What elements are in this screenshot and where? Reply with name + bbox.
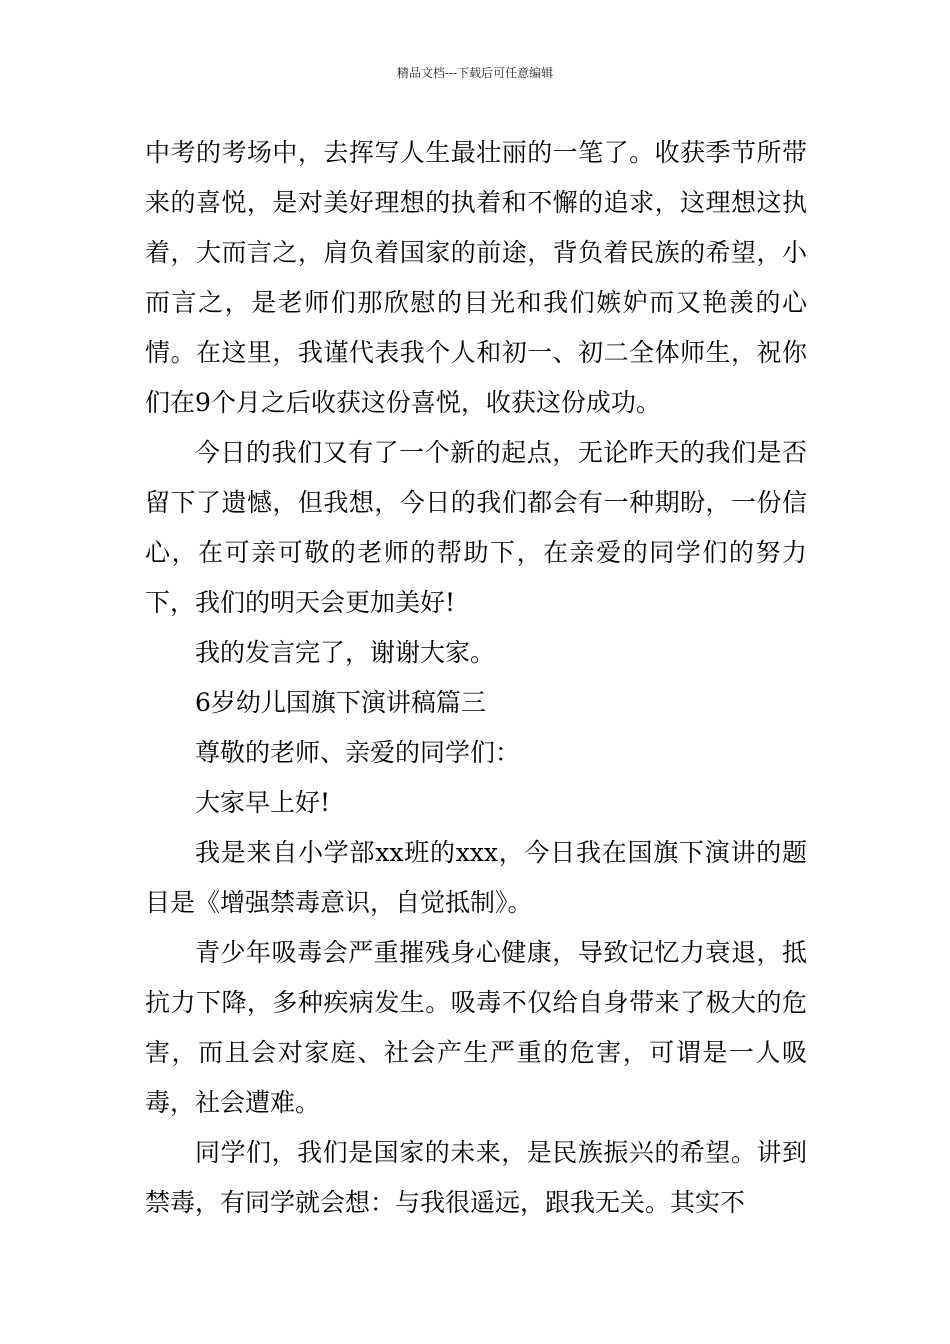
paragraph: 青少年吸毒会严重摧残身心健康，导致记忆力衰退，抵抗力下降，多种疾病发生。吸毒不仅给自身带来了极大的危害，而且会对家庭、社会产生严重的危害，可谓是一人吸毒，社会遭难。 [145, 938, 807, 1117]
section-heading: 6岁幼儿国旗下演讲稿篇三 [195, 688, 486, 717]
greeting: 大家早上好! [195, 788, 331, 817]
paragraph: 今日的我们又有了一个新的起点，无论昨天的我们是否留下了遗憾，但我想，今日的我们都会有一种期盼，一份信心，在可亲可敬的老师的帮助下，在亲爱的同学们的努力下，我们的明天会更加美好! [145, 438, 807, 617]
paragraph: 我的发言完了，谢谢大家。 [195, 638, 496, 667]
paragraph: 我是来自小学部xx班的xxx，今日我在国旗下演讲的题目是《增强禁毒意识，自觉抵制》。 [145, 838, 807, 917]
salutation: 尊敬的老师、亲爱的同学们： [195, 738, 521, 767]
page-header: 精品文档---下载后可任意编辑 [396, 66, 554, 80]
document-body [145, 128, 807, 1228]
paragraph-continued: 中考的考场中，去挥写人生最壮丽的一笔了。收获季节所带来的喜悦，是对美好理想的执着和不懈的追求，这理想这执着，大而言之，肩负着国家的前途，背负着民族的希望，小而言之，是老师们那欣慰的目光和我们嫉妒而又艳羡的心情。在这里，我谨代表我个人和初一、初二全体师生，祝你们在9个月之后收获这份喜悦，收获这份成功。 [145, 138, 807, 417]
paragraph: 同学们，我们是国家的未来，是民族振兴的希望。讲到禁毒，有同学就会想：与我很遥远，跟我无关。其实不 [145, 1138, 807, 1217]
